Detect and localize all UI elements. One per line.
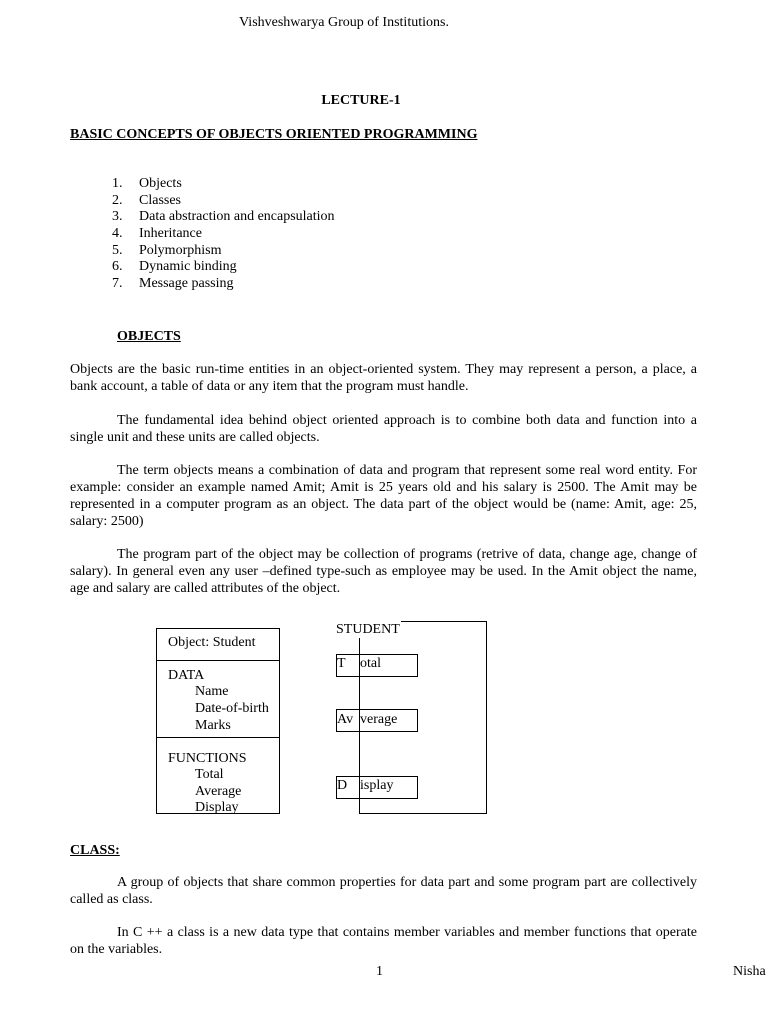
- objects-paragraph-1: Objects are the basic run-time entities in an object-oriented system. They may represent a person, a place, a bank account, a table of data or any item that the program must handle.: [70, 362, 697, 394]
- objects-paragraph-3: The term objects means a combination of data and program that represent some real word entity. For example: consider an example named Amit; Amit is 25 years old and his salary is 2500. The Amit may be represented in a computer program as an object. The data part of the object would be (name: Amit, age: 25, salary: 2500): [70, 463, 697, 529]
- method-average-prefix: Av: [337, 712, 354, 727]
- class-paragraph-1: A group of objects that share common properties for data part and some program part are collectively called as class.: [70, 875, 697, 907]
- main-title: BASIC CONCEPTS OF OBJECTS ORIENTED PROGRAMMING: [70, 127, 478, 142]
- page-number: 1: [376, 964, 383, 979]
- list-item: [112, 226, 335, 243]
- list-item: [112, 259, 335, 276]
- list-text: Inheritance: [139, 226, 202, 242]
- list-text: Dynamic binding: [139, 259, 237, 275]
- functions-label: FUNCTIONS: [168, 751, 247, 766]
- function-item-average: Average: [195, 784, 242, 799]
- list-number: 1.: [112, 176, 123, 191]
- object-title: Object: Student: [168, 635, 256, 650]
- objects-paragraph-2: The fundamental idea behind object oriented approach is to combine both data and function into a single unit and these units are called objects.: [70, 413, 697, 445]
- footer-author: Nisha: [733, 964, 766, 979]
- list-text: Message passing: [139, 276, 234, 292]
- data-item-dob: Date-of-birth: [195, 701, 269, 716]
- list-text: Polymorphism: [139, 242, 222, 258]
- list-number: 6.: [112, 259, 123, 275]
- student-title: STUDENT: [336, 622, 400, 637]
- list-number: 5.: [112, 242, 123, 258]
- list-number: 2.: [112, 192, 123, 208]
- data-label: DATA: [168, 668, 205, 683]
- method-display-prefix: D: [337, 778, 348, 793]
- method-total-prefix: T: [337, 656, 346, 671]
- list-number: 7.: [112, 276, 123, 292]
- class-paragraph-2: In C ++ a class is a new data type that contains member variables and member functions that operate on the variables.: [70, 925, 697, 957]
- topic-list: [112, 176, 335, 293]
- divider: [156, 737, 280, 738]
- list-text: Data abstraction and encapsulation: [139, 209, 335, 225]
- list-item: [112, 243, 335, 260]
- objects-paragraph-4: The program part of the object may be collection of programs (retrive of data, change age, change of salary). In general even any user –defined type-such as employee may be used. In the Amit object the name, age and salary are called attributes of the object.: [70, 547, 697, 596]
- method-total-suffix: otal: [360, 656, 381, 671]
- divider: [156, 660, 280, 661]
- data-item-marks: Marks: [195, 718, 231, 733]
- list-item: [112, 193, 335, 210]
- list-number: 3.: [112, 209, 123, 225]
- list-text: Classes: [139, 192, 181, 208]
- list-item: [112, 276, 335, 293]
- page-header: Vishveshwarya Group of Institutions.: [239, 15, 449, 30]
- list-item: [112, 209, 335, 226]
- method-display-suffix: isplay: [360, 778, 394, 793]
- objects-heading: OBJECTS: [117, 329, 181, 344]
- data-item-name: Name: [195, 684, 229, 699]
- list-text: Objects: [139, 176, 182, 191]
- function-item-display: Display: [195, 800, 239, 815]
- class-heading: CLASS:: [70, 843, 120, 858]
- list-item: [112, 176, 335, 193]
- method-average-suffix: verage: [360, 712, 398, 727]
- lecture-title: LECTURE-1: [321, 93, 401, 108]
- list-number: 4.: [112, 226, 123, 242]
- function-item-total: Total: [195, 767, 224, 782]
